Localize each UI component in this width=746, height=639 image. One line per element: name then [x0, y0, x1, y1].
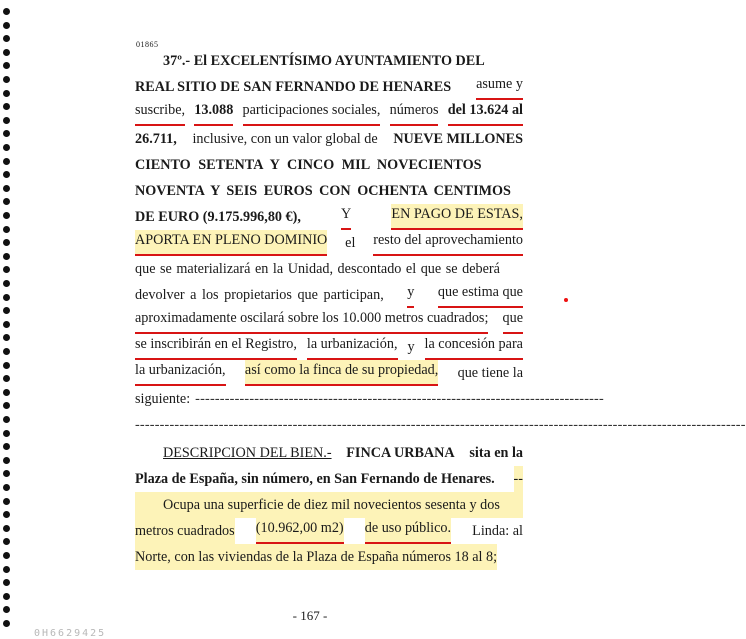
binder-hole	[3, 307, 10, 314]
binder-hole	[3, 321, 10, 328]
text-line: Plaza de España, sin número, en San Fernando de Henares. --	[135, 466, 523, 492]
binder-hole	[3, 130, 10, 137]
binder-hole	[3, 103, 10, 110]
binder-hole	[3, 402, 10, 409]
highlighted-text: Norte, con las viviendas de la Plaza de España números 18 al 8;	[135, 544, 497, 570]
binder-hole	[3, 416, 10, 423]
page-number: - 167 -	[292, 608, 328, 623]
binder-hole	[3, 22, 10, 29]
underlined-text: resto del aprovechamiento	[373, 230, 523, 256]
highlighted-text: (10.962,00 m2)	[256, 518, 344, 544]
text-line: CIENTO SETENTA Y CINCO MIL NOVECIENTOS	[135, 157, 482, 173]
underlined-text: que	[503, 308, 524, 334]
text-line: devolver a los propietarios que participan, y que estima que	[135, 282, 523, 308]
binder-hole	[3, 334, 10, 341]
binder-hole	[3, 538, 10, 545]
text-line: que se materializará en la Unidad, descontado el que se deberá	[135, 261, 500, 277]
text-line: NOVENTA Y SEIS EUROS CON OCHENTA CENTIMOS	[135, 183, 511, 199]
binder-hole	[3, 8, 10, 15]
red-mark	[564, 298, 568, 302]
text-line	[135, 48, 523, 74]
text-line	[135, 492, 523, 518]
text-line: APORTA EN PLENO DOMINIO el resto del aprovechamiento	[135, 230, 523, 256]
highlighted-text: de uso público.	[365, 518, 451, 544]
underlined-text: se inscribirán en el Registro,	[135, 334, 297, 360]
binder-hole	[3, 76, 10, 83]
underlined-text: aproximadamente oscilará sobre los 10.000 metros cuadrados;	[135, 308, 488, 334]
clause-heading: 37º.- El EXCELENTÍSIMO AYUNTAMIENTO DEL	[163, 53, 485, 69]
highlighted-text: Ocupa una superficie de diez mil novecientos sesenta y dos	[135, 492, 523, 518]
binder-hole	[3, 375, 10, 382]
binder-hole	[3, 158, 10, 165]
binder-hole	[3, 511, 10, 518]
binder-hole	[3, 457, 10, 464]
underlined-text: la urbanización,	[135, 360, 226, 386]
binder-hole	[3, 430, 10, 437]
text-line	[135, 74, 523, 100]
binder-hole	[3, 579, 10, 586]
underlined-text: 13.088	[194, 100, 233, 126]
binder-hole	[3, 266, 10, 273]
binder-hole	[3, 198, 10, 205]
binder-holes	[0, 0, 14, 638]
binder-hole	[3, 253, 10, 260]
underlined-text: asume y	[476, 74, 523, 100]
document-body	[135, 48, 746, 570]
bold-text: REAL SITIO DE SAN FERNANDO DE HENARES	[135, 79, 452, 95]
binder-hole	[3, 362, 10, 369]
text-line: siguiente: -----------------------------------------------------------------------------------	[135, 386, 523, 412]
underlined-text: que estima que	[438, 282, 523, 308]
text-line: 26.711, inclusive, con un valor global de NUEVE MILLONES	[135, 131, 523, 147]
binder-hole	[3, 470, 10, 477]
binder-hole	[3, 484, 10, 491]
underlined-text: números	[390, 100, 439, 126]
highlighted-text: metros cuadrados	[135, 518, 235, 544]
text-line: se inscribirán en el Registro, la urbanización, y la concesión para	[135, 334, 523, 360]
binder-hole	[3, 348, 10, 355]
binder-hole	[3, 280, 10, 287]
underlined-text: del 13.624 al	[448, 100, 523, 126]
binder-hole	[3, 389, 10, 396]
binder-hole	[3, 552, 10, 559]
text-line	[135, 308, 523, 334]
underlined-text: y	[407, 282, 414, 308]
section-heading: DESCRIPCION DEL BIEN.-	[163, 445, 332, 461]
binder-hole	[3, 49, 10, 56]
serial-number: 0H6629425	[34, 628, 107, 639]
binder-hole	[3, 90, 10, 97]
text-line: DE EURO (9.175.996,80 €), Y EN PAGO DE ESTAS,	[135, 204, 523, 230]
filler-dashes: ----------------------------------------------------------------------------------------------------------------------------	[135, 417, 746, 433]
text-line: la urbanización, así como la finca de su propiedad, que tiene la	[135, 360, 523, 386]
binder-hole	[3, 498, 10, 505]
binder-hole	[3, 443, 10, 450]
underlined-text: la concesión para	[425, 334, 523, 360]
underlined-text: participaciones sociales,	[243, 100, 381, 126]
underlined-text: suscribe,	[135, 100, 185, 126]
binder-hole	[3, 525, 10, 532]
binder-hole	[3, 593, 10, 600]
text-line	[135, 544, 523, 570]
binder-hole	[3, 294, 10, 301]
text-line	[135, 100, 523, 126]
binder-hole	[3, 171, 10, 178]
underlined-text: la urbanización,	[307, 334, 398, 360]
binder-hole	[3, 185, 10, 192]
binder-hole	[3, 226, 10, 233]
binder-hole	[3, 35, 10, 42]
binder-hole	[3, 117, 10, 124]
binder-hole	[3, 239, 10, 246]
filler-dashes: -----------------------------------------------------------------------------------	[195, 391, 604, 407]
highlighted-text: APORTA EN PLENO DOMINIO	[135, 230, 327, 256]
binder-hole	[3, 62, 10, 69]
binder-hole	[3, 212, 10, 219]
underlined-text: Y	[341, 204, 351, 230]
highlighted-text: así como la finca de su propiedad,	[245, 360, 438, 386]
highlighted-text: --	[514, 466, 523, 492]
binder-hole	[3, 566, 10, 573]
folio-number: 01865	[136, 40, 159, 49]
text-line	[135, 412, 746, 438]
highlighted-text: EN PAGO DE ESTAS,	[391, 204, 523, 230]
text-line: DESCRIPCION DEL BIEN.- FINCA URBANA sita en la	[135, 440, 523, 466]
text-line: metros cuadrados (10.962,00 m2) de uso público. Linda: al	[135, 518, 523, 544]
binder-hole	[3, 144, 10, 151]
